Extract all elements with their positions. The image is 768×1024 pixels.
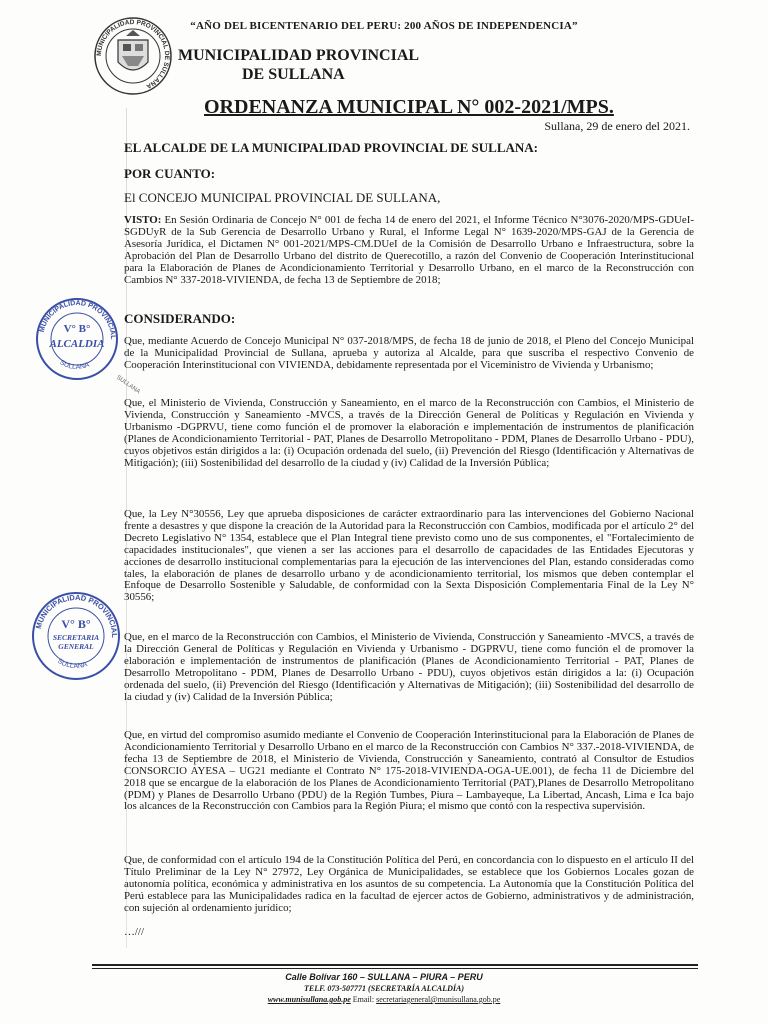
vobo-secretaria-stamp-icon: [30, 590, 122, 682]
footer-rule-top: [92, 964, 698, 966]
alcaldia-stamp-bottom: SULLANA: [58, 359, 91, 372]
continuation-mark: …///: [124, 926, 144, 938]
por-cuanto-heading: POR CUANTO:: [124, 166, 216, 181]
visto-label: VISTO:: [124, 214, 162, 226]
sullana-mark-icon: [112, 372, 142, 398]
considerando-paragraph-1: Que, mediante Acuerdo de Concejo Municipal N° 037-2018/MPS, de fecha 18 de junio de 2018, el Pleno del Concejo Municipal de la Municipalidad Provincial de Sullana, aprueba y autoriza al Alcalde, para que suscriba el respectivo Convenio de Cooperación Interinstitucional con VIVIENDA, debidamente representada por el Viceministro de Vivienda y Urbanismo;: [124, 335, 694, 371]
considerando-paragraph-6: Que, de conformidad con el artículo 194 de la Constitución Política del Perú, en concordancia con lo dispuesto en el artículo II del Título Preliminar de la Ley N° 27972, Ley Orgánica de Municipalidades, se establece que los Gobiernos Locales gozan de autonomía política, económica y administrativa en los asuntos de su competencia. La Autonomía que la Constitución Política del Perú establece para las Municipalidades radica en la facultad de ejercer actos de Gobierno, administrativos y de administración, con sujeción al ordenamiento jurídico;: [124, 854, 694, 914]
footer-website-link[interactable]: www.munisullana.gob.pe: [267, 995, 351, 1004]
alcaldia-stamp-ring: MUNICIPALIDAD PROVINCIAL: [38, 299, 117, 340]
considerando-paragraph-3: Que, la Ley N°30556, Ley que aprueba disposiciones de carácter extraordinario para las intervenciones del Gobierno Nacional frente a desastres y que dispone la creación de la Autoridad para la Reconstrucción con Cambios, modificada por el artículo 2° del Decreto Legislativo N° 1354, establece que el Plan Integral tiene previsto como uno de sus componentes, el "Fortalecimiento de capacidades institucionales", que vienen a ser las acciones para el desarrollo de capacidades de las Entidades Ejecutoras y acciones de desarrollo institucional complementarias para la ejecución de las intervenciones del Plan, estando consideradas como tales, la elaboración de planes de desarrollo urbano y de acondicionamiento territorial, los mismos que deben contemplar el Enfoque de Desarrollo Sostenible y Saludable, de conformidad con la Sexta Disposición Complementaria Final de la Ley N° 30556;: [124, 508, 694, 604]
footer-email-link[interactable]: secretariageneral@munisullana.gob.pe: [376, 995, 501, 1004]
crest-ring-text: MUNICIPALIDAD PROVINCIAL DE SULLANA: [95, 18, 171, 90]
secretaria-stamp-center2: GENERAL: [58, 642, 94, 651]
alcalde-heading: EL ALCALDE DE LA MUNICIPALIDAD PROVINCIAL DE SULLANA:: [124, 140, 539, 155]
concejo-heading: El CONCEJO MUNICIPAL PROVINCIAL DE SULLANA,: [124, 190, 441, 205]
municipality-name-line2: DE SULLANA: [242, 66, 345, 83]
secretaria-stamp-bottom: SULLANA: [56, 657, 89, 671]
considerando-paragraph-2: Que, el Ministerio de Vivienda, Construcción y Saneamiento, en el marco de la Reconstrucción con Cambios, el Ministerio de Vivienda, Construcción y Saneamiento -MVCS, a través de la Dirección General de Políticas y Regulación en Vivienda y Urbanismo -DGPRVU, tiene como función el de promover la elaboración e implementación de instrumentos de planificación (Planes de Acondicionamiento Territorial - PAT, Planes de Desarrollo Metropolitano - PDM, Planes de Desarrollo Urbano - PDU), cuyos objetivos están dirigidos a la: (i) Ocupación ordenada del suelo, (ii) Prevención del Riesgo (Identificación y Alternativas de Mitigación); (iii) Sostenibilidad del desarrollo de la ciudad y (iv) Calidad de la Inversión Pública;: [124, 397, 694, 469]
municipality-name-line1: MUNICIPALIDAD PROVINCIAL: [178, 47, 420, 64]
visto-paragraph: [124, 215, 694, 286]
alcaldia-stamp-center: ALCALDIA: [49, 338, 105, 350]
footer-address: Calle Bolívar 160 – SULLANA – PIURA – PERU: [285, 972, 483, 982]
considerando-paragraph-5: Que, en virtud del compromiso asumido mediante el Convenio de Cooperación Interinstitucional para la Elaboración de Planes de Acondicionamiento Territorial y Desarrollo Urbano en el marco de la Reconstrucción con Cambios N° 337.-2018-VIVIENDA, de fecha 13 de Septiembre de 2018, el Ministerio de Vivienda, Construcción y Saneamiento, contrató al Consultor de Estudios CONSORCIO AYESA – UG21 mediante el Contrato N° 175-2018-VIVIENDA-OGA-UE.001), de fecha 11 de Diciembre del 2018 que se encargue de la elaboración de los Planes de Acondicionamiento Territorial (PAT),Planes de Desarrollo Metropolitano (PDM) y Planes de Desarrollo Urbano (PDU) de la Región Tumbes, Piura – Lambayeque, La Libertad, Ancash, Lima e Ica bajo los alcances de la Reconstrucción con Cambios para la Región Piura; el mismo que contó con la respectiva supervisión.: [124, 729, 694, 813]
footer-rule-bottom: [92, 968, 698, 969]
sullana-mark-text: SULLANA: [115, 374, 141, 396]
document-date: Sullana, 29 de enero del 2021.: [544, 119, 690, 133]
municipality-name: [178, 46, 419, 84]
alcaldia-stamp-vobo: V° B°: [63, 323, 91, 335]
year-motto: “AÑO DEL BICENTENARIO DEL PERU: 200 AÑOS DE INDEPENDENCIA”: [190, 20, 578, 32]
secretaria-stamp-vobo: V° B°: [61, 617, 91, 631]
considerando-heading: CONSIDERANDO:: [124, 311, 236, 326]
svg-text:SULLANA: [56, 658, 88, 670]
footer-phone: TELF. 073-507771 (SECRETARÍA ALCALDÍA): [303, 984, 465, 993]
svg-text:MUNICIPALIDAD PROVINCIAL: [34, 593, 119, 638]
secretaria-stamp-ring: MUNICIPALIDAD PROVINCIAL: [33, 592, 120, 638]
considerando-paragraph-4: Que, en el marco de la Reconstrucción con Cambios, el Ministerio de Vivienda, Construcción y Saneamiento -MVCS, a través de la Dirección General de Políticas y Regulación en Vivienda y Urbanismo - DGPRVU, tiene como función el de promover la elaboración e implementación de instrumentos de planificación (Planes de Acondicionamiento Territorial - PAT, Planes de Desarrollo Metropolitano - PDM, Planes de Desarrollo Urbano - PDU), cuyos objetivos están dirigidos a la: (i) Ocupación ordenada del suelo, (ii) Prevención del Riesgo (Identificación y Alternativas de Mitigación); (iii) Sostenibilidad del desarrollo de la ciudad y (iv) Calidad de la Inversión Pública;: [124, 631, 694, 703]
municipal-crest-icon: [92, 10, 174, 102]
secretaria-stamp-center1: SECRETARIA: [52, 633, 100, 642]
footer-email-label: Email:: [350, 995, 377, 1004]
ordinance-title: ORDENANZA MUNICIPAL N° 002-2021/MPS.: [204, 96, 614, 118]
svg-text:SULLANA: [58, 359, 90, 371]
visto-text: En Sesión Ordinaria de Concejo N° 001 de fecha 14 de enero del 2021, el Informe Técnico N°3076-2020/MPS-GDUeI-SGDUyR de la Sub Gerencia de Desarrollo Urbano y Rural, el Informe Legal N° 1639-2020/MPS-GAJ de la Gerencia de Asesoría Jurídica, el Dictamen N° 001-2021/MPS-CM.DUeI de la Comisión de Desarrollo Urbano e Infraestructura, sobre la Aprobación del Plan de Desarrollo Urbano del distrito de Querecotillo, a razón del Convenio de Cooperación Interinstitucional para la Elaboración de Planes de Acondicionamiento Territorial y Desarrollo Urbano, en el marco de la Reconstrucción con Cambios N° 337-2018-VIVIENDA, de fecha 13 de Septiembre de 2018;: [124, 214, 694, 286]
footer-contact: [0, 995, 768, 1004]
vobo-alcaldia-stamp-icon: [34, 296, 120, 382]
